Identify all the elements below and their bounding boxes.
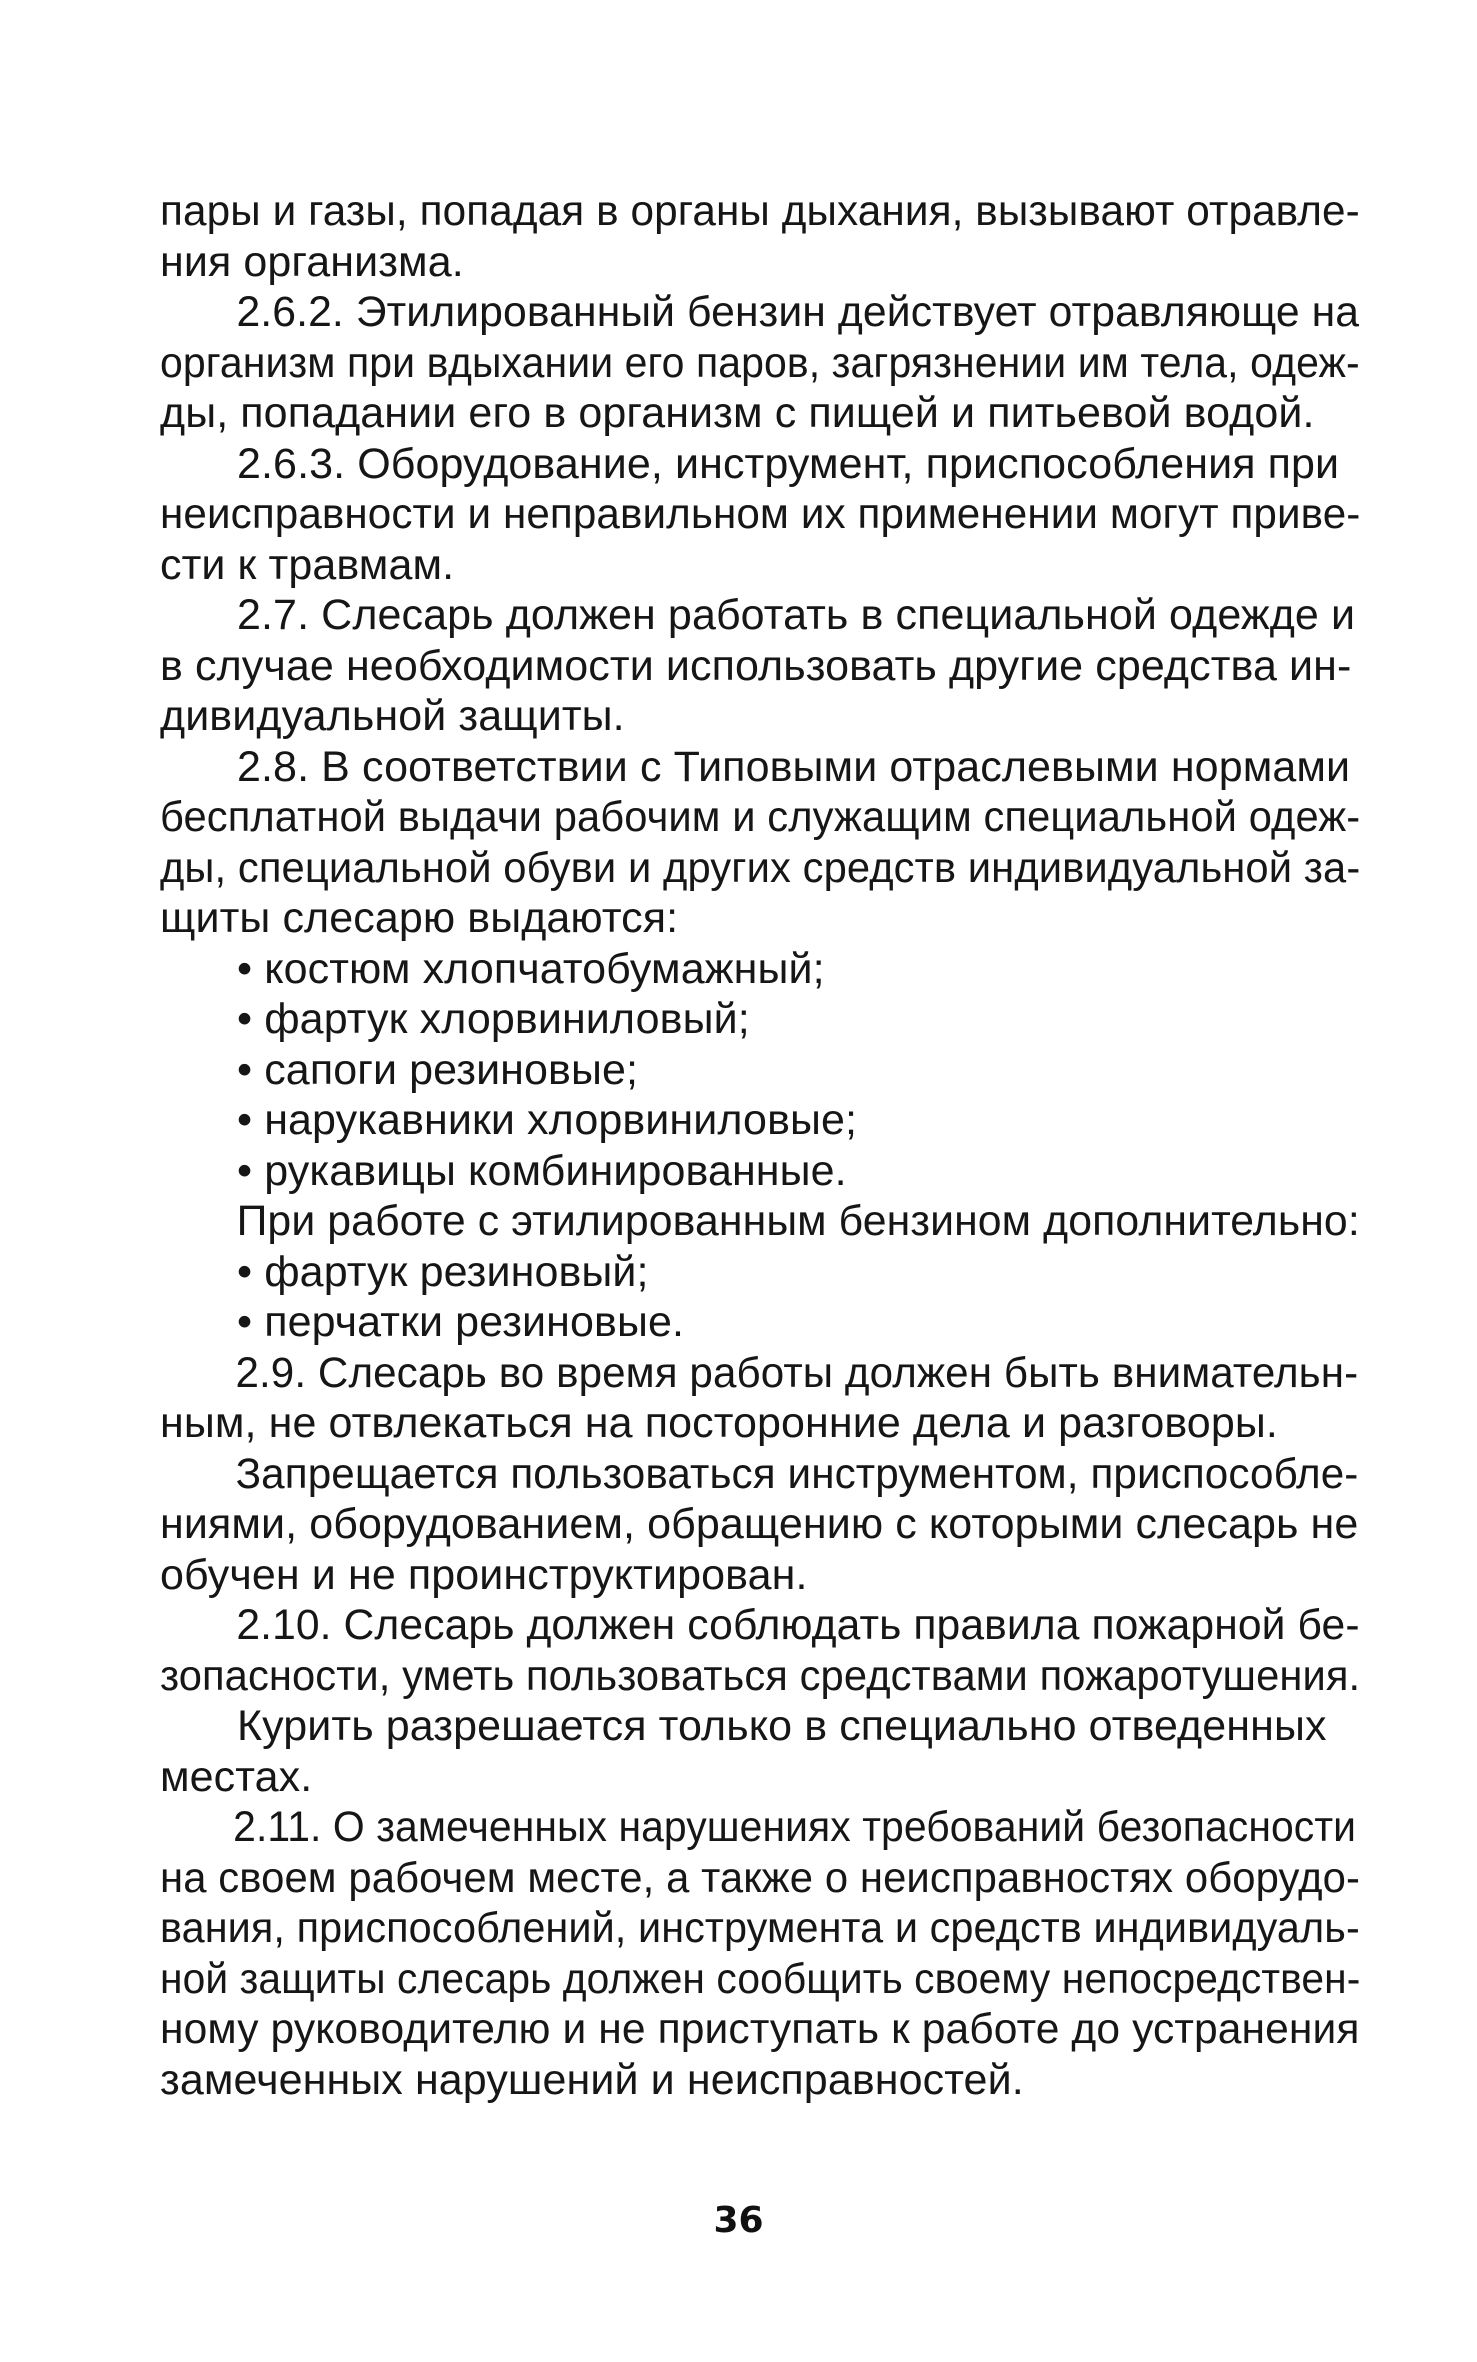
text-line: 2.6.3. Оборудование, инструмент, приспособления при <box>237 439 1340 488</box>
text-line: ды, попадании его в организм с пищей и питьевой водой. <box>160 389 1315 437</box>
text-line: обучен и не проинструктирован. <box>160 1550 808 1599</box>
text-line: 2.6.2. Этилированный бензин действует отравляюще на <box>236 288 1360 336</box>
text-line: Запрещается пользоваться инструментом, приспособле- <box>235 1449 1359 1498</box>
text-line: ды, специальной обуви и других средств индивидуальной за- <box>160 843 1361 892</box>
text-line: • фартук хлорвиниловый; <box>237 995 750 1043</box>
text-line: • нарукавники хлорвиниловые; <box>237 1096 858 1144</box>
text-line: ным, не отвлекаться на посторонние дела и разговоры. <box>160 1399 1278 1447</box>
text-line: вания, приспособлений, инструмента и средств индивидуаль- <box>160 1904 1360 1952</box>
text-line: Курить разрешается только в специально отведенных <box>237 1702 1327 1750</box>
text-line: дивидуальной защиты. <box>160 692 625 740</box>
text-line: сти к травмам. <box>160 540 455 589</box>
text-line: 2.10. Слесарь должен соблюдать правила пожарной бе- <box>236 1601 1360 1649</box>
text-line: • перчатки резиновые. <box>237 1298 685 1346</box>
text-line: • фартук резиновый; <box>237 1247 649 1296</box>
text-line: неисправности и неправильном их применении могут приве- <box>160 490 1361 538</box>
text-line: ной защиты слесарь должен сообщить своему непосредствен- <box>160 1954 1361 2003</box>
text-line: 2.7. Слесарь должен работать в специальной одежде и <box>237 591 1356 639</box>
text-line: 2.11. О замеченных нарушениях требований безопасности <box>233 1803 1357 1851</box>
text-line: местах. <box>160 1752 313 1801</box>
text-line: в случае необходимости использовать другие средства ин- <box>160 641 1352 690</box>
text-line: • сапоги резиновые; <box>237 1045 639 1094</box>
text-line: бесплатной выдачи рабочим и служащим специальной одеж- <box>160 793 1361 841</box>
text-line: щиты слесарю выдаются: <box>160 894 679 942</box>
text-line: организм при вдыхании его паров, загрязнении им тела, одеж- <box>160 338 1360 387</box>
text-line: 2.9. Слесарь во время работы должен быть внимательн- <box>235 1348 1359 1397</box>
text-line: • рукавицы комбинированные. <box>237 1146 847 1195</box>
text-line: замеченных нарушений и неисправностей. <box>160 2055 1024 2104</box>
text-line: ному руководителю и не приступать к работе до устранения <box>160 2005 1360 2053</box>
text-line: При работе с этилированным бензином дополнительно: <box>236 1197 1360 1245</box>
text-line: пары и газы, попадая в органы дыхания, вызывают отравле- <box>160 187 1360 235</box>
text-line: ниями, оборудованием, обращению с которыми слесарь не <box>160 1500 1359 1548</box>
document-body <box>160 186 1360 2105</box>
text-line: зопасности, уметь пользоваться средствами пожаротушения. <box>160 1651 1361 1700</box>
text-line: 2.8. В соответствии с Типовыми отраслевыми нормами <box>237 742 1351 791</box>
page-number: 36 <box>713 2200 764 2241</box>
text-line: • костюм хлопчатобумажный; <box>237 944 825 993</box>
text-line: ния организма. <box>160 237 464 286</box>
text-line: на своем рабочем месте, а также о неисправностях оборудо- <box>160 1853 1361 1902</box>
